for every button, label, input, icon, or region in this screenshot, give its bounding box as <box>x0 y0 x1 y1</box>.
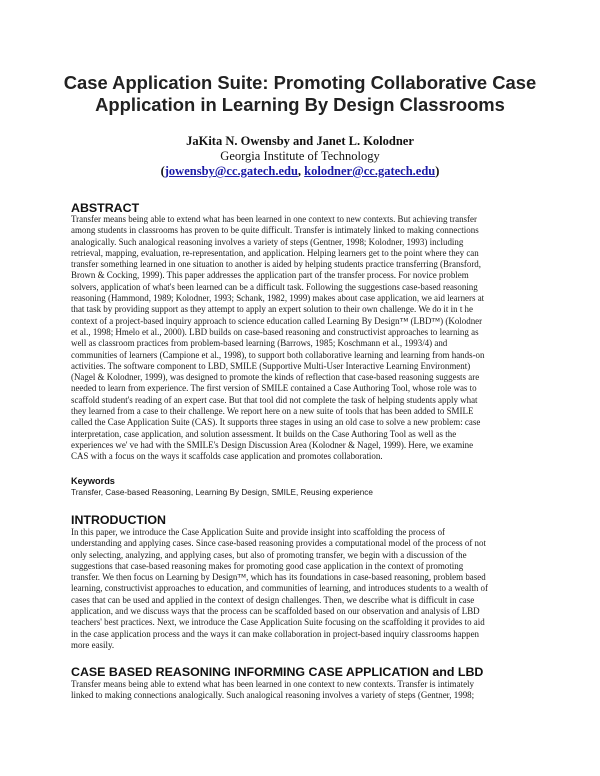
text-line: CAS with a focus on the ways it scaffolds case application and promotes collaboration. <box>71 451 383 462</box>
text-line: analogically. Such analogical reasoning involves a variety of steps (Gentner, 1998; Kolodner, 1993) including <box>71 236 464 247</box>
text-line: only selecting, analyzing, and applying cases, but also of promoting transfer, we begin with a discussion of the <box>71 549 467 560</box>
text-line: they learned from a case to their challenge. We report here on a new suite of tools that has been added to SMILE <box>71 406 474 417</box>
text-line: understanding and applying cases. Since case-based reasoning provides a computational model of the process of not <box>71 538 486 549</box>
text-line: in the case application process and the ways it can make collaboration in project-based inquiry classrooms happen <box>71 628 480 639</box>
introduction-heading: INTRODUCTION <box>71 513 166 527</box>
text-line: well as classroom practices from problem-based learning (Barrows, 1985; Koschmann et al., 1993/4) and <box>71 338 448 349</box>
text-line: that task by providing support as they attempt to apply an expert solution to their own challenge. We do it in t he <box>71 304 473 315</box>
email-close-paren: ) <box>435 164 440 178</box>
text-line: teachers' best practices. Next, we introduce the Case Application Suite focusing on the scaffolding it provides to aid <box>71 617 485 628</box>
text-line: scaffold student's reading of an expert case. But that tool did not complete the task of helping students apply what <box>71 394 478 405</box>
keywords-heading: Keywords <box>71 476 115 486</box>
text-line: needed to learn from experience. The first version of SMILE contained a Case Authoring Tool, whose role was to <box>71 383 477 394</box>
email-open-paren: ( <box>160 164 165 178</box>
text-line: solvers, application of what's been learned can be a difficult task. Following the suggestions case-based reasoning <box>71 281 478 292</box>
text-line: more easily. <box>71 639 115 650</box>
title-line-2: Application in Learning By Design Classrooms <box>95 94 505 115</box>
text-line: transfer. We then focus on Learning by Design™, which has its foundations in case-based reasoning, problem based <box>71 572 486 583</box>
email-separator: , <box>297 164 305 178</box>
abstract-heading: ABSTRACT <box>71 201 140 215</box>
text-line: reasoning (Hammond, 1989; Kolodner, 1993; Schank, 1982, 1999) makes about case application, we aid learners at <box>71 293 485 304</box>
introduction-body <box>71 527 533 651</box>
text-line: transfer something learned in one situation to another is aided by helping students practice transferring (Bransford, <box>71 259 482 270</box>
abstract-body <box>71 214 533 463</box>
text-line: In this paper, we introduce the Case Application Suite and provide insight into scaffolding the process of <box>71 527 446 537</box>
text-line: context of a project-based inquiry approach to science education called Learning By Design™ (LBD™) (Kolodner <box>71 315 483 326</box>
email-link-owensby[interactable]: jowensby@cc.gatech.edu <box>164 164 298 178</box>
affiliation: Georgia Institute of Technology <box>220 149 380 163</box>
text-line: interpretation, case application, and solution assessment. It builds on the Case Authoring Tool as well as the <box>71 428 457 439</box>
cbr-body <box>71 679 533 702</box>
text-line: et al., 1998; Hmelo et al., 2000). LBD builds on case-based reasoning and constructivist approaches to learning as <box>71 326 479 337</box>
title-line-1: Case Application Suite: Promoting Collaborative Case <box>63 72 537 93</box>
text-line: Brown & Cocking, 1999). This paper addresses the application part of the transfer process. For novice problem <box>71 270 469 281</box>
text-line: suggestions that case-based reasoning makes for promoting good case application in the context of promoting <box>71 560 464 571</box>
keywords-text: Transfer, Case-based Reasoning, Learning By Design, SMILE, Reusing experience <box>71 488 373 497</box>
text-line: communities of learners (Campione et al., 1998), to support both collaborative learning and learning from hands-on <box>71 349 485 360</box>
text-line: Transfer means being able to extend what has been learned in one context to new contexts. Transfer is intimately <box>71 679 474 689</box>
text-line: cases that can be used and applied in the context of design challenges. Then, we describe what is difficult in case <box>71 594 475 605</box>
email-link-kolodner[interactable]: kolodner@cc.gatech.edu <box>304 164 436 178</box>
author-emails <box>40 164 560 179</box>
text-line: (Nagel & Kolodner, 1999), was designed to promote the kinds of reflection that case-based reasoning suggests are <box>71 372 480 383</box>
author-names: JaKita N. Owensby and Janet L. Kolodner <box>186 134 414 148</box>
text-line: called the Case Application Suite (CAS). It supports three stages in using an old case to solve a new problem: case <box>71 417 481 428</box>
text-line: retrieval, mapping, evaluation, re-representation, and application. Helping learners get to the point where they can <box>71 247 479 258</box>
text-line: Transfer means being able to extend what has been learned in one context to new contexts. But achieving transfer <box>71 214 477 224</box>
text-line: among students in classrooms has proven to be quite difficult. Transfer is intimately linked to making connections <box>71 225 479 236</box>
text-line: application, and we discuss ways that the process can be scaffolded based on our observation and analysis of LBD <box>71 606 480 617</box>
text-line: linked to making connections analogically. Such analogical reasoning involves a variety of steps (Gentner, 1998; <box>71 690 475 701</box>
cbr-heading: CASE BASED REASONING INFORMING CASE APPLICATION and LBD <box>71 665 484 679</box>
text-line: experiences we' ve had with the SMILE's Design Discussion Area (Kolodner & Nagel, 1999). Here, we examine <box>71 439 474 450</box>
text-line: learning, constructivist approaches to education, and communities of learning, and introduces students to a wealth of <box>71 583 488 594</box>
text-line: activities. The software component to LBD, SMILE (Supportive Multi-User Interactive Learning Environment) <box>71 360 471 371</box>
paper-title <box>40 72 560 116</box>
